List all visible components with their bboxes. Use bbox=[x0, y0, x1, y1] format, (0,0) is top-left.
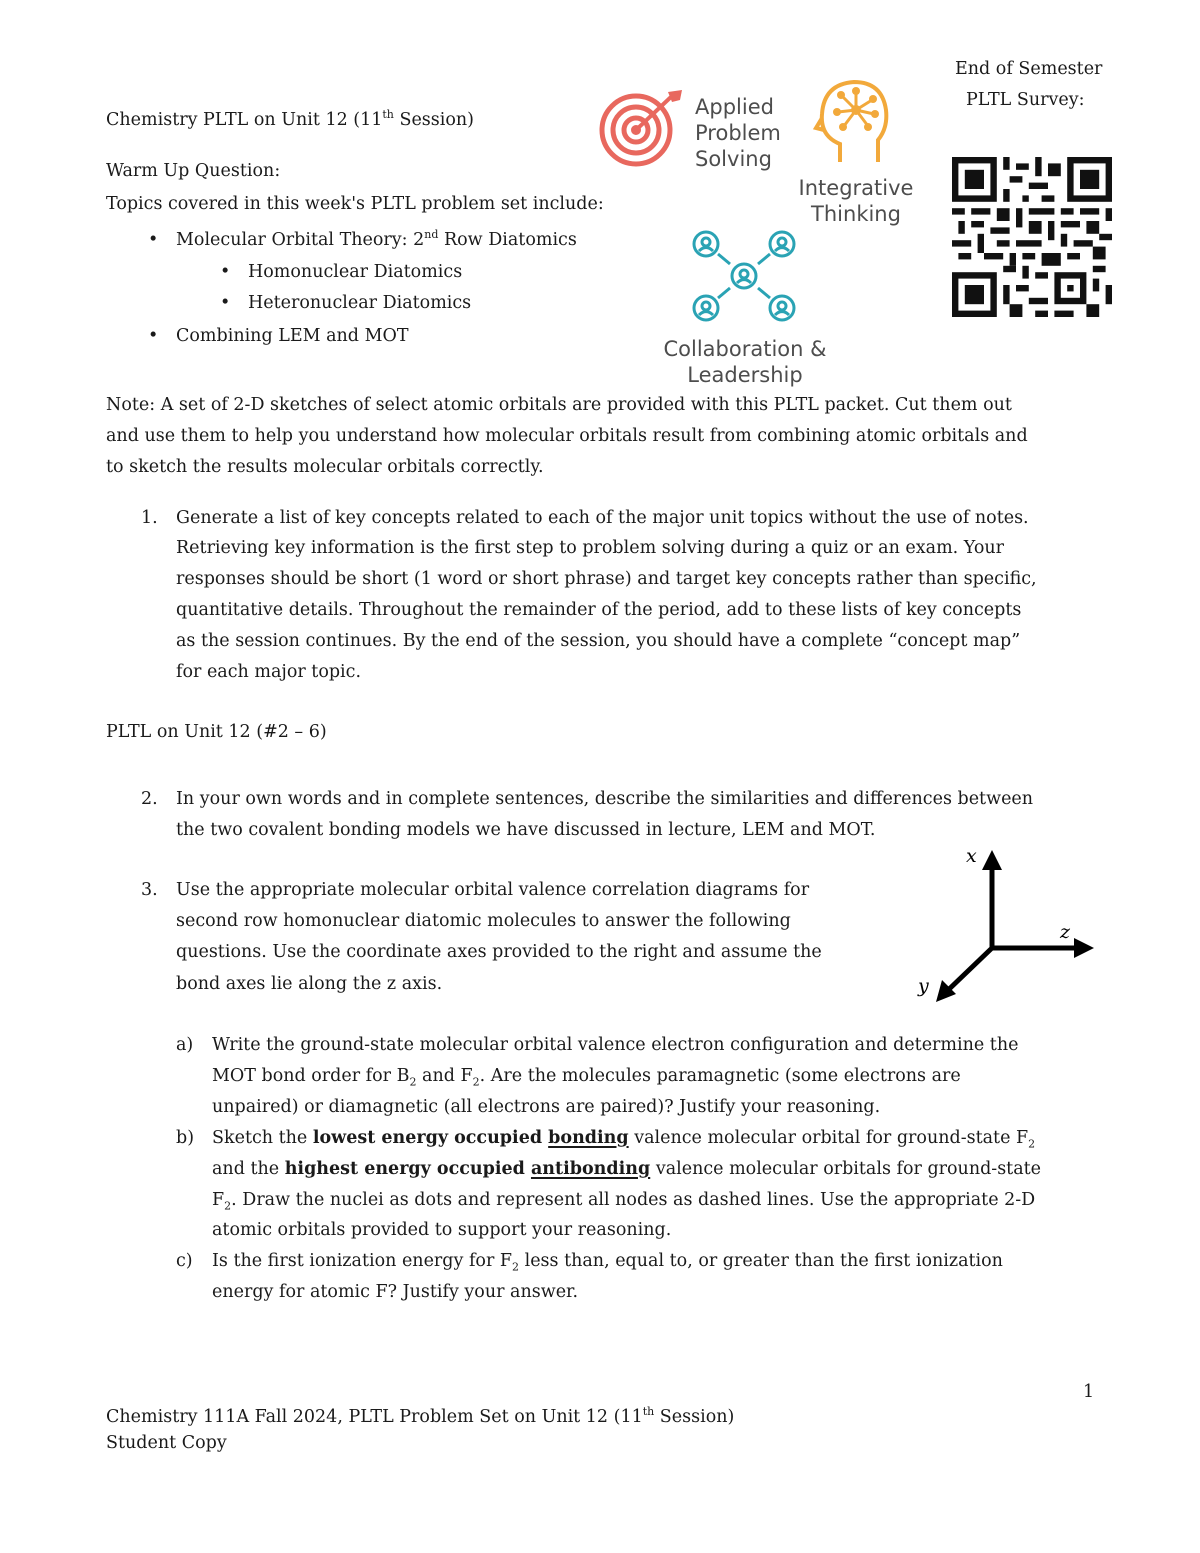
people-network-icon bbox=[688, 226, 800, 326]
title-sup: th bbox=[382, 108, 394, 122]
badge-integrative-line-2: Thinking bbox=[811, 202, 901, 226]
part-b-text: valence molecular orbital for ground-state F bbox=[628, 1128, 1029, 1148]
question-1-line: Retrieving key information is the first step to problem solving during a quiz or an exam. Your bbox=[176, 538, 1005, 558]
warmup-intro: Topics covered in this week's PLTL problem set include: bbox=[106, 194, 604, 214]
part-b-label: b) bbox=[176, 1128, 195, 1148]
part-b-bold: highest energy occupied bbox=[284, 1159, 531, 1179]
part-b-text: . Draw the nuclei as dots and represent all nodes as dashed lines. Use the appropriate 2-D bbox=[231, 1190, 1036, 1210]
question-1-line: as the session continues. By the end of the session, you should have a complete “concept map” bbox=[176, 631, 1021, 651]
part-b-line-1 bbox=[212, 1126, 1035, 1150]
topic-item-lem-mot: • Combining LEM and MOT bbox=[176, 324, 409, 348]
part-b-bold-underline: antibonding bbox=[530, 1159, 651, 1179]
footer-text: Chemistry 111A Fall 2024, PLTL Problem Set on Unit 12 (11 bbox=[106, 1407, 643, 1427]
subscript: 2 bbox=[472, 1075, 480, 1089]
question-3-line: second row homonuclear diatomic molecules to answer the following bbox=[176, 911, 791, 931]
topic-mot-text-end: Row Diatomics bbox=[438, 230, 577, 250]
question-1-line: responses should be short (1 word or short phrase) and target key concepts rather than specific, bbox=[176, 569, 1037, 589]
note-line-1: Note: A set of 2-D sketches of select atomic orbitals are provided with this PLTL packet. Cut them out bbox=[106, 395, 1012, 415]
badge-applied-line-3: Solving bbox=[695, 147, 772, 171]
part-b-text: Sketch the bbox=[212, 1128, 313, 1148]
part-b-text: F bbox=[212, 1190, 225, 1210]
title-text-end: Session) bbox=[393, 110, 474, 130]
question-1-line: Generate a list of key concepts related to each of the major unit topics without the use of notes. bbox=[176, 508, 1029, 528]
badge-collaboration-line-2: Leadership bbox=[687, 363, 803, 387]
topic-subitem-heteronuclear: • Heteronuclear Diatomics bbox=[248, 291, 471, 315]
part-b-bold: lowest energy occupied bbox=[312, 1128, 549, 1148]
part-a-label: a) bbox=[176, 1035, 194, 1055]
page-title bbox=[106, 108, 474, 132]
axis-label-x: x bbox=[966, 845, 977, 867]
question-1-line: for each major topic. bbox=[176, 662, 362, 682]
question-2-line: the two covalent bonding models we have discussed in lecture, LEM and MOT. bbox=[176, 820, 876, 840]
axis-label-z: z bbox=[1060, 921, 1071, 943]
footer-line-2: Student Copy bbox=[106, 1433, 227, 1453]
note-line-2: and use them to help you understand how molecular orbitals result from combining atomic orbitals and bbox=[106, 426, 1028, 446]
part-b-line-3 bbox=[212, 1188, 1035, 1212]
footer-text-end: Session) bbox=[654, 1407, 735, 1427]
part-c-text: Is the first ionization energy for F bbox=[212, 1251, 513, 1271]
badge-applied-line-1: Applied bbox=[695, 95, 774, 119]
part-c-line-2: energy for atomic F? Justify your answer. bbox=[212, 1282, 579, 1302]
part-a-text: MOT bond order for B bbox=[212, 1066, 410, 1086]
part-b-text: valence molecular orbitals for ground-state bbox=[650, 1159, 1042, 1179]
survey-line-1: End of Semester bbox=[955, 59, 1103, 79]
subscript: 2 bbox=[1028, 1137, 1036, 1151]
subscript: 2 bbox=[224, 1199, 232, 1213]
part-c-text: less than, equal to, or greater than the first ionization bbox=[519, 1251, 1003, 1271]
head-network-icon bbox=[812, 78, 892, 164]
badge-collaboration-text bbox=[655, 336, 835, 388]
subscript: 2 bbox=[512, 1260, 520, 1274]
qr-code-icon[interactable] bbox=[952, 157, 1112, 317]
part-a-line-1: Write the ground-state molecular orbital valence electron configuration and determine the bbox=[212, 1035, 1019, 1055]
part-c-label: c) bbox=[176, 1251, 193, 1271]
topic-mot-sup: nd bbox=[424, 228, 439, 242]
section-heading: PLTL on Unit 12 (#2 – 6) bbox=[106, 722, 327, 742]
question-3-line: questions. Use the coordinate axes provided to the right and assume the bbox=[176, 942, 822, 962]
survey-line-2: PLTL Survey: bbox=[966, 90, 1085, 110]
page-number: 1 bbox=[1083, 1382, 1095, 1402]
part-b-text: and the bbox=[212, 1159, 285, 1179]
topic-subitem-homonuclear: • Homonuclear Diatomics bbox=[248, 260, 462, 284]
footer-sup: th bbox=[642, 1405, 655, 1419]
badge-integrative-line-1: Integrative bbox=[798, 176, 914, 200]
question-3-line: Use the appropriate molecular orbital valence correlation diagrams for bbox=[176, 880, 810, 900]
topic-mot-text: Molecular Orbital Theory: 2 bbox=[176, 230, 425, 250]
question-2-line: In your own words and in complete sentences, describe the similarities and differences between bbox=[176, 789, 1034, 809]
badge-applied-text bbox=[695, 94, 781, 172]
part-c-line-1 bbox=[212, 1249, 1003, 1273]
part-a-text: and F bbox=[416, 1066, 473, 1086]
badge-collaboration-line-1: Collaboration & bbox=[663, 337, 827, 361]
part-b-line-4: atomic orbitals provided to support your reasoning. bbox=[212, 1220, 672, 1240]
warmup-heading: Warm Up Question: bbox=[106, 161, 281, 181]
part-b-bold-underline: bonding bbox=[548, 1128, 629, 1148]
title-text: Chemistry PLTL on Unit 12 (11 bbox=[106, 110, 383, 130]
question-3-line: bond axes lie along the z axis. bbox=[176, 974, 443, 994]
part-a-line-3: unpaired) or diamagnetic (all electrons are paired)? Justify your reasoning. bbox=[212, 1097, 881, 1117]
part-a-line-2 bbox=[212, 1064, 961, 1088]
question-1-line: quantitative details. Throughout the remainder of the period, add to these lists of key concepts bbox=[176, 600, 1022, 620]
subscript: 2 bbox=[409, 1075, 417, 1089]
note-line-3: to sketch the results molecular orbitals correctly. bbox=[106, 457, 544, 477]
question-1-number: 1. bbox=[141, 508, 158, 528]
coordinate-axes-diagram bbox=[910, 840, 1110, 1010]
footer-line-1 bbox=[106, 1405, 734, 1429]
topic-item-mot bbox=[176, 228, 577, 252]
part-b-line-2 bbox=[212, 1157, 1041, 1181]
part-a-text: . Are the molecules paramagnetic (some electrons are bbox=[479, 1066, 961, 1086]
question-2-number: 2. bbox=[141, 789, 158, 809]
badge-integrative-text bbox=[797, 175, 915, 227]
question-3-number: 3. bbox=[141, 880, 158, 900]
badge-applied-line-2: Problem bbox=[695, 121, 781, 145]
target-icon bbox=[596, 90, 688, 170]
axis-label-y: y bbox=[918, 975, 929, 997]
